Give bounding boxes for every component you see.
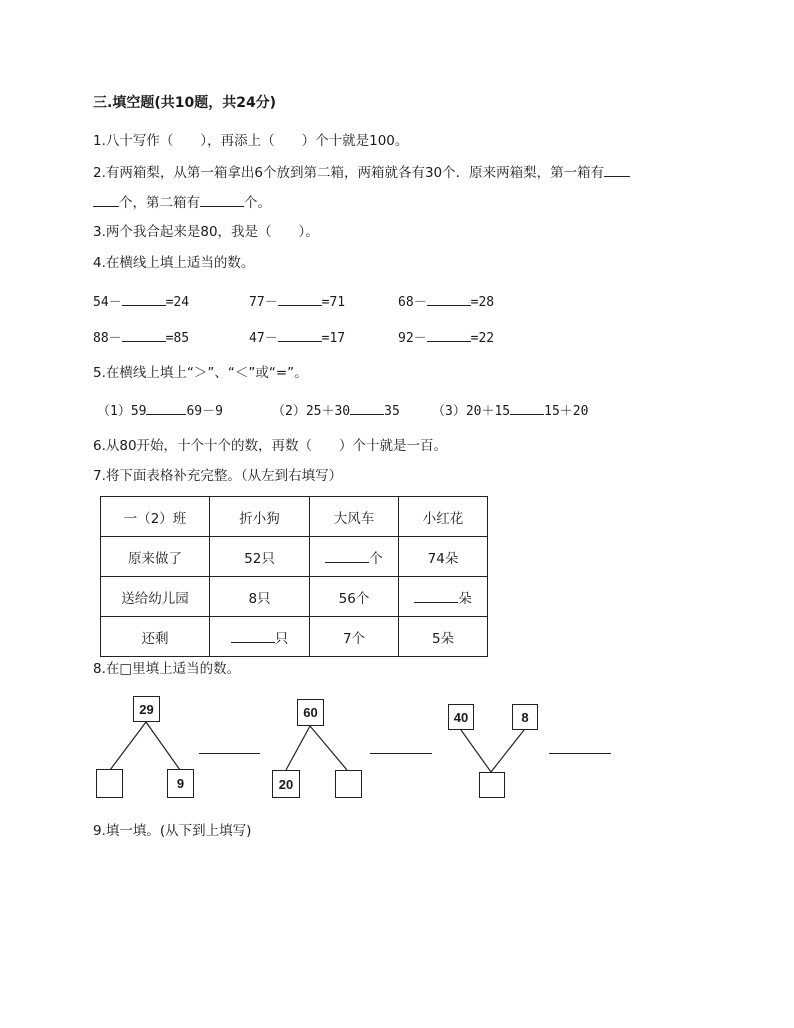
question-3: 3.两个我合起来是80，我是（ ）。	[93, 224, 319, 240]
answer-line[interactable]	[199, 753, 260, 754]
table-header-cell: 折小狗	[210, 497, 310, 537]
table-cell: 74朵	[399, 537, 488, 577]
question-7-prompt: 7.将下面表格补充完整。（从左到右填写）	[93, 468, 343, 484]
number-box: 9	[167, 769, 194, 798]
answer-line[interactable]	[370, 753, 432, 754]
comparison: （2）25＋30 35	[272, 400, 400, 419]
row-label: 原来做了	[101, 537, 210, 577]
top-number-box: 29	[133, 696, 160, 722]
answer-box[interactable]	[96, 769, 123, 798]
table-header-cell: 一（2）班	[101, 497, 210, 537]
equation: 47－ =17	[249, 327, 345, 346]
table-cell: 5朵	[399, 617, 488, 657]
comparison: （3）20＋15 15＋20	[432, 400, 588, 419]
table-cell: 8只	[210, 577, 310, 617]
comparison: （1）59 69－9	[97, 400, 223, 419]
table-cell: 朵	[399, 577, 488, 617]
table-cell: 只	[210, 617, 310, 657]
question-2-text-3: 个。	[244, 195, 271, 211]
section-title: 三.填空题(共10题，共24分)	[93, 95, 277, 111]
table-cell: 个	[310, 537, 399, 577]
table-header-cell: 大风车	[310, 497, 399, 537]
question-2-text-2: 个，第二箱有	[119, 195, 200, 211]
answer-box[interactable]	[479, 772, 505, 798]
row-label: 还剩	[101, 617, 210, 657]
question-4-prompt: 4.在横线上填上适当的数。	[93, 255, 255, 271]
question-2-text: 2.有两箱梨，从第一箱拿出6个放到第二箱，两箱就各有30个．原来两箱梨，第一箱有	[93, 165, 605, 181]
row-label: 送给幼儿园	[101, 577, 210, 617]
table-header-cell: 小红花	[399, 497, 488, 537]
question-5-prompt: 5.在横线上填上“＞”、“＜”或“=”。	[93, 365, 308, 381]
question-8-prompt: 8.在□里填上适当的数。	[93, 661, 241, 677]
answer-line[interactable]	[549, 753, 611, 754]
number-box: 40	[448, 704, 474, 730]
number-box: 8	[512, 704, 538, 730]
question-9: 9.填一填。(从下到上填写)	[93, 823, 252, 839]
equation: 92－ =22	[398, 327, 494, 346]
number-box: 20	[272, 770, 300, 798]
equation: 54－ =24	[93, 291, 189, 310]
top-number-box: 60	[297, 699, 324, 726]
equation: 68－ =28	[398, 291, 494, 310]
answer-box[interactable]	[335, 770, 362, 798]
equation: 77－ =71	[249, 291, 345, 310]
equation: 88－ =85	[93, 327, 189, 346]
table-cell: 52只	[210, 537, 310, 577]
question-1: 1.八十写作（ ），再添上（ ）个十就是100。	[93, 133, 409, 149]
table-cell: 56个	[310, 577, 399, 617]
table-cell: 7个	[310, 617, 399, 657]
question-6: 6.从80开始，十个十个的数，再数（ ）个十就是一百。	[93, 438, 448, 454]
